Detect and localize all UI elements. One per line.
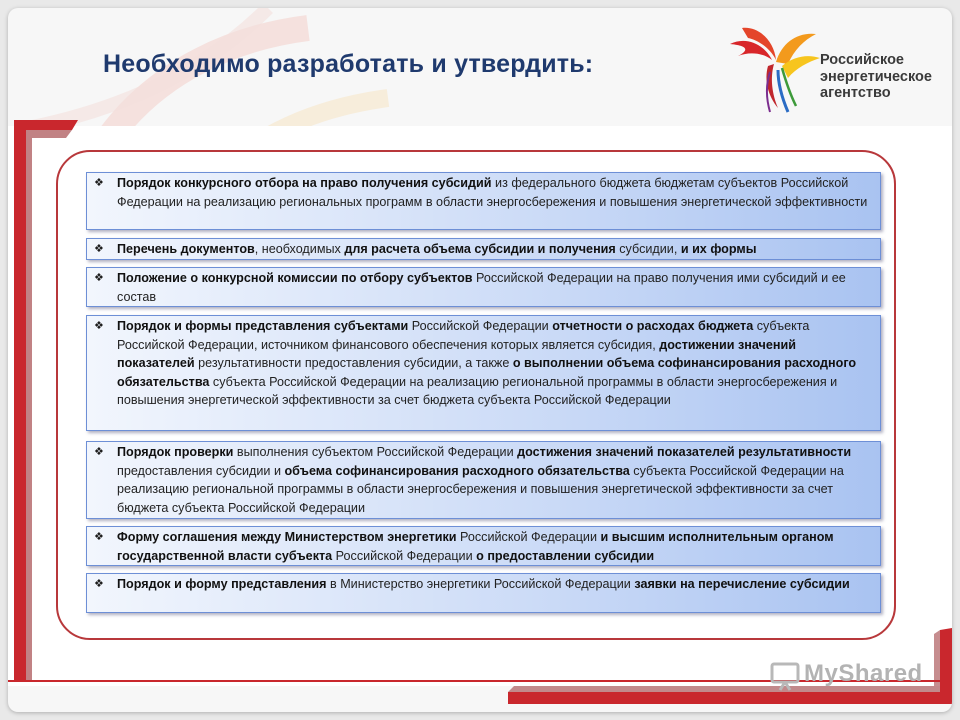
item-bold-text: объема софинансирования расходного обязательства — [284, 463, 630, 478]
item-bold-text: Перечень документов — [117, 242, 255, 256]
item-text: предоставления субсидии и — [117, 463, 285, 478]
list-item — [86, 315, 881, 431]
slide — [8, 8, 952, 712]
slide-title: Необходимо разработать и утвердить: — [103, 50, 594, 78]
item-text: субсидии, — [615, 242, 681, 256]
list-item — [86, 573, 881, 613]
list-item — [86, 267, 881, 307]
diamond-bullet-icon: ❖ — [94, 177, 104, 189]
item-text: Российской Федерации — [456, 530, 601, 544]
item-bold-text: о предоставлении субсидии — [476, 548, 655, 563]
list-item — [86, 526, 881, 566]
item-bold-text: о выполнении объема софинансирования расходного обязательства — [117, 356, 857, 389]
item-bold-text: и их формы — [680, 242, 757, 256]
logo-line-3: агентство — [820, 85, 891, 101]
list-item — [86, 238, 881, 260]
item-bold-text: достижении значений показателей — [117, 337, 796, 370]
item-text: Российской Федерации на право получения ими субсидий и ее состав — [117, 271, 846, 304]
logo-line-2: энергетическое — [820, 68, 932, 85]
item-bold-text: заявки на перечисление субсидии — [634, 577, 850, 591]
item-bold-text: Порядок и форму представления — [117, 577, 327, 591]
item-bold-text: Порядок и формы представления субъектами — [117, 319, 409, 333]
item-text: выполнения субъектом Российской Федерации — [233, 445, 518, 459]
item-bold-text: достижения значений показателей результативности — [517, 445, 852, 459]
item-text: в Министерство энергетики Российской Федерации — [326, 577, 635, 591]
item-bold-text: Положение о конкурсной комиссии по отбору субъектов — [117, 271, 473, 285]
item-bold-text: Порядок конкурсного отбора на право получения субсидий — [117, 176, 492, 190]
list-item — [86, 172, 881, 230]
watermark-presentation-icon — [768, 662, 806, 692]
item-bold-text: для расчета объема субсидии и получения — [344, 242, 616, 256]
item-text: Российской Федерации — [332, 548, 477, 563]
item-bold-text: и высшим исполнительным органом государственной власти субъекта — [117, 530, 834, 563]
diamond-bullet-icon: ❖ — [94, 243, 104, 255]
diamond-bullet-icon: ❖ — [94, 272, 104, 284]
diamond-bullet-icon: ❖ — [94, 320, 104, 332]
list-item — [86, 441, 881, 519]
diamond-bullet-icon: ❖ — [94, 578, 104, 590]
item-text: , необходимых — [254, 242, 345, 256]
diamond-bullet-icon: ❖ — [94, 531, 104, 543]
item-bold-text: Порядок проверки — [117, 445, 234, 459]
diamond-bullet-icon: ❖ — [94, 446, 104, 458]
watermark-text: MyShared — [804, 660, 923, 687]
item-text: субъекта Российской Федерации на реализацию региональной программы в области энергосбережения и повышения энергетической эффективности за счет бюджета субъекта Российской Федерации — [117, 463, 844, 515]
item-text: Российской Федерации — [408, 319, 553, 333]
item-bold-text: Форму соглашения между Министерством энергетики — [117, 530, 457, 544]
item-text: из федерального бюджета бюджетам субъектов Российской Федерации на реализацию региональных программ в области энергосбережения и повышения энергетической эффективности — [117, 176, 868, 209]
item-text: субъекта Российской Федерации, источником финансового обеспечения которых является субсидия, — [117, 319, 810, 352]
logo-line-1: Российское — [820, 52, 904, 68]
item-bold-text: отчетности о расходах бюджета — [552, 319, 754, 333]
logo-text — [820, 52, 932, 102]
item-text: результативности предоставления субсидии, а также — [194, 356, 513, 370]
item-text: субъекта Российской Федерации на реализацию региональной программы в области энергосбережения и повышения энергетической эффективности за счет бюджета субъекта Российской Федерации — [117, 374, 838, 407]
